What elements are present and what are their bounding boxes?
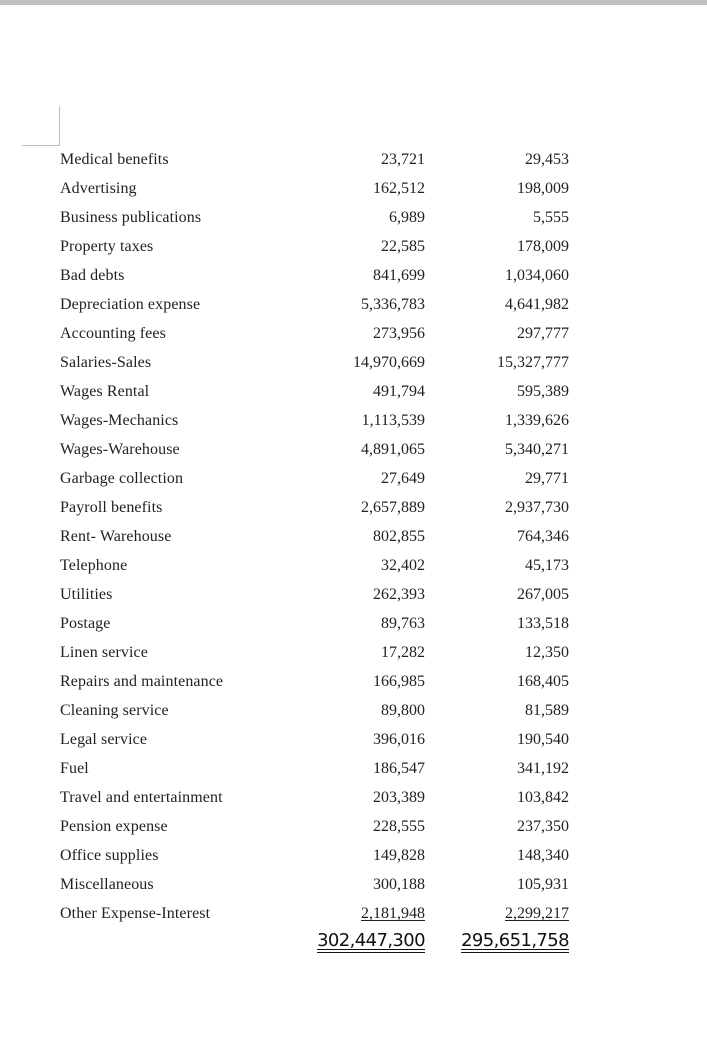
expense-row — [60, 610, 570, 639]
expense-row — [60, 755, 570, 784]
expense-value-col2: 5,340,271 — [505, 441, 569, 458]
expense-label: Office supplies — [60, 847, 159, 864]
expense-value-col2: 764,346 — [517, 528, 569, 545]
expense-row — [60, 784, 570, 813]
page-margin-marker — [22, 106, 60, 146]
expense-value-col1: 262,393 — [373, 586, 425, 603]
expense-value-col1: 89,800 — [381, 702, 425, 719]
total-row — [60, 929, 570, 961]
expense-value-col2: 297,777 — [517, 325, 569, 342]
expense-value-col1: 22,585 — [381, 238, 425, 255]
expense-value-col1: 1,113,539 — [361, 412, 425, 429]
expense-value-col1: 4,891,065 — [361, 441, 425, 458]
expense-value-col2: 267,005 — [517, 586, 569, 603]
expense-label: Miscellaneous — [60, 876, 154, 893]
expense-value-col2: 1,339,626 — [505, 412, 569, 429]
expense-value-col2: 45,173 — [525, 557, 569, 574]
expense-value-col2: 2,299,217 — [505, 905, 569, 922]
expense-row — [60, 900, 570, 929]
expense-value-col1: 2,181,948 — [361, 905, 425, 922]
expense-label: Business publications — [60, 209, 202, 226]
expense-row — [60, 494, 570, 523]
expense-row — [60, 378, 570, 407]
expense-value-col2: 103,842 — [517, 789, 569, 806]
total-col1: 302,447,300 — [317, 930, 425, 951]
expense-row — [60, 639, 570, 668]
expense-value-col2: 5,555 — [533, 209, 569, 226]
expense-row — [60, 726, 570, 755]
expense-row — [60, 349, 570, 378]
expense-row — [60, 668, 570, 697]
expense-value-col2: 29,771 — [525, 470, 569, 487]
expense-value-col1: 2,657,889 — [361, 499, 425, 516]
expense-value-col2: 15,327,777 — [497, 354, 569, 371]
expense-value-col1: 32,402 — [381, 557, 425, 574]
expense-row — [60, 204, 570, 233]
expense-value-col2: 190,540 — [517, 731, 569, 748]
expense-row — [60, 697, 570, 726]
expense-label: Postage — [60, 615, 111, 632]
expense-row — [60, 262, 570, 291]
expense-label: Wages-Warehouse — [60, 441, 180, 458]
expense-row — [60, 320, 570, 349]
expense-value-col2: 105,931 — [517, 876, 569, 893]
expense-value-col1: 491,794 — [373, 383, 425, 400]
expense-value-col1: 841,699 — [373, 267, 425, 284]
expense-label: Medical benefits — [60, 151, 169, 168]
expense-row — [60, 465, 570, 494]
expense-row — [60, 436, 570, 465]
expense-value-col2: 198,009 — [517, 180, 569, 197]
expense-value-col2: 178,009 — [517, 238, 569, 255]
expense-label: Wages-Mechanics — [60, 412, 179, 429]
expense-value-col2: 237,350 — [517, 818, 569, 835]
expense-row — [60, 842, 570, 871]
expense-row — [60, 291, 570, 320]
expense-value-col2: 1,034,060 — [505, 267, 569, 284]
expense-value-col1: 203,389 — [373, 789, 425, 806]
expense-row — [60, 552, 570, 581]
expense-label: Salaries-Sales — [60, 354, 152, 371]
expense-value-col1: 300,188 — [373, 876, 425, 893]
expense-value-col1: 5,336,783 — [361, 296, 425, 313]
expense-label: Fuel — [60, 760, 89, 777]
expense-row — [60, 871, 570, 900]
expense-value-col1: 149,828 — [373, 847, 425, 864]
expense-value-col2: 595,389 — [517, 383, 569, 400]
expense-value-col2: 4,641,982 — [505, 296, 569, 313]
expense-value-col2: 341,192 — [517, 760, 569, 777]
expense-table — [60, 146, 570, 961]
expense-value-col2: 29,453 — [525, 151, 569, 168]
expense-label: Advertising — [60, 180, 137, 197]
expense-row — [60, 146, 570, 175]
expense-value-col1: 396,016 — [373, 731, 425, 748]
expense-value-col2: 12,350 — [525, 644, 569, 661]
expense-label: Utilities — [60, 586, 113, 603]
total-col2: 295,651,758 — [461, 930, 569, 951]
expense-label: Property taxes — [60, 238, 154, 255]
expense-label: Bad debts — [60, 267, 125, 284]
expense-row — [60, 523, 570, 552]
expense-label: Linen service — [60, 644, 148, 661]
expense-value-col2: 2,937,730 — [505, 499, 569, 516]
expense-value-col1: 186,547 — [373, 760, 425, 777]
expense-row — [60, 233, 570, 262]
expense-value-col1: 14,970,669 — [353, 354, 425, 371]
expense-label: Pension expense — [60, 818, 168, 835]
expense-value-col1: 802,855 — [373, 528, 425, 545]
expense-label: Travel and entertainment — [60, 789, 223, 806]
expense-value-col1: 17,282 — [381, 644, 425, 661]
expense-label: Telephone — [60, 557, 128, 574]
expense-label: Depreciation expense — [60, 296, 201, 313]
expense-value-col1: 27,649 — [381, 470, 425, 487]
expense-label: Garbage collection — [60, 470, 184, 487]
expense-label: Rent- Warehouse — [60, 528, 172, 545]
expense-value-col2: 81,589 — [525, 702, 569, 719]
expense-row — [60, 407, 570, 436]
expense-label: Cleaning service — [60, 702, 169, 719]
expense-row — [60, 581, 570, 610]
expense-label: Payroll benefits — [60, 499, 163, 516]
top-edge-bar — [0, 0, 707, 5]
expense-value-col1: 23,721 — [381, 151, 425, 168]
expense-row — [60, 813, 570, 842]
expense-label: Legal service — [60, 731, 148, 748]
expense-label: Repairs and maintenance — [60, 673, 224, 690]
expense-value-col2: 168,405 — [517, 673, 569, 690]
expense-value-col1: 166,985 — [373, 673, 425, 690]
expense-label: Wages Rental — [60, 383, 150, 400]
expense-value-col1: 228,555 — [373, 818, 425, 835]
expense-value-col1: 89,763 — [381, 615, 425, 632]
expense-value-col1: 6,989 — [389, 209, 425, 226]
expense-row — [60, 175, 570, 204]
expense-value-col1: 162,512 — [373, 180, 425, 197]
expense-value-col1: 273,956 — [373, 325, 425, 342]
expense-value-col2: 148,340 — [517, 847, 569, 864]
expense-label: Other Expense-Interest — [60, 905, 211, 922]
expense-label: Accounting fees — [60, 325, 166, 342]
expense-value-col2: 133,518 — [517, 615, 569, 632]
